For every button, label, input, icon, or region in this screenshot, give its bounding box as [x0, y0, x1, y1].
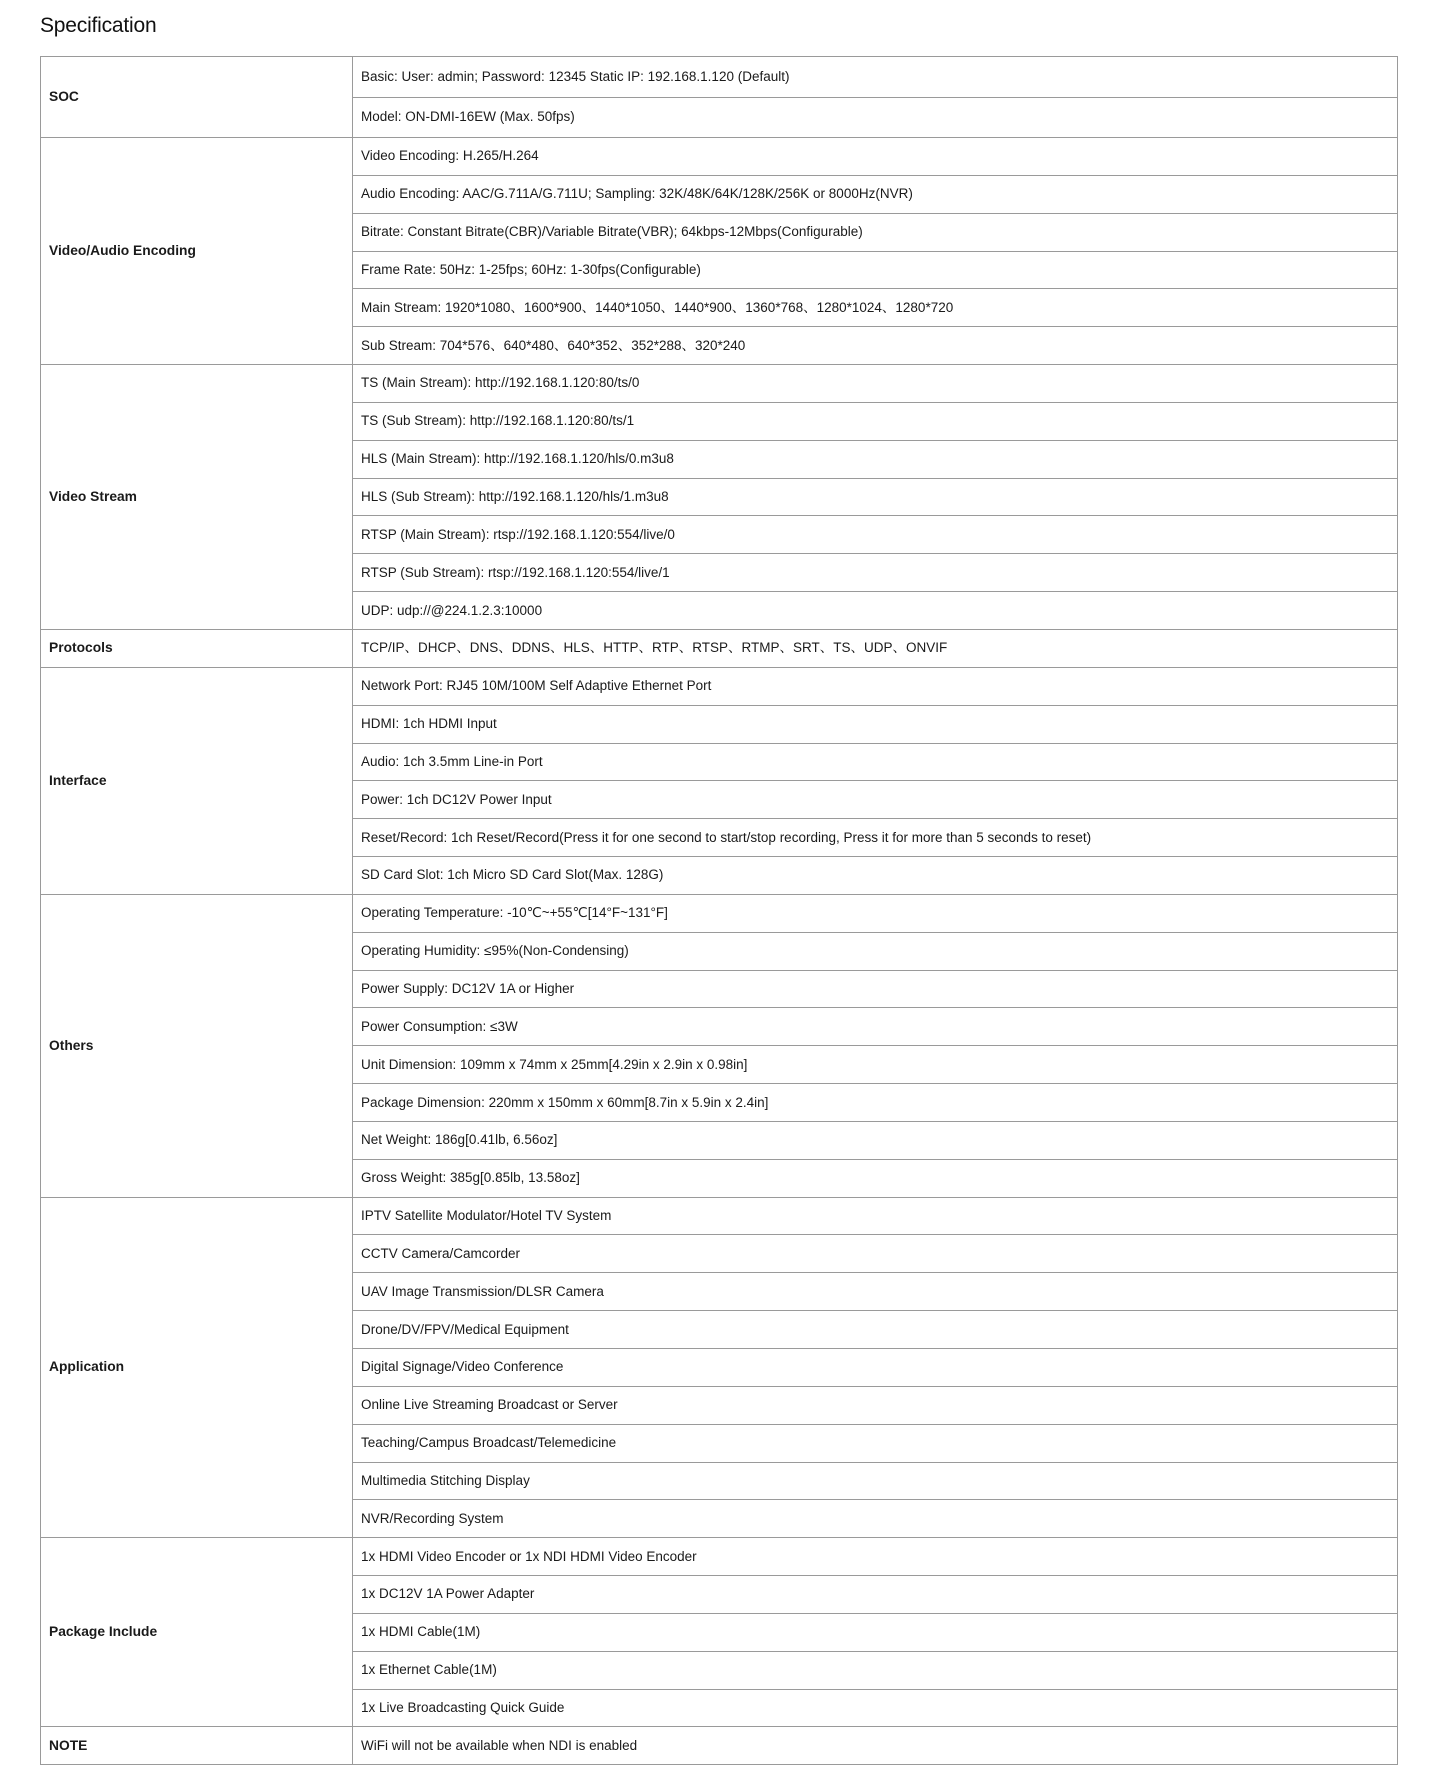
spec-row: [41, 365, 1398, 403]
spec-item-value: Drone/DV/FPV/Medical Equipment: [353, 1311, 1398, 1349]
spec-row: [41, 1538, 1398, 1576]
spec-item-value: IPTV Satellite Modulator/Hotel TV System: [353, 1197, 1398, 1235]
spec-item-value: RTSP (Main Stream): rtsp://192.168.1.120:554/live/0: [353, 516, 1398, 554]
spec-item-value: 1x Ethernet Cable(1M): [353, 1651, 1398, 1689]
spec-category-label: Others: [41, 894, 353, 1197]
spec-item-value: UDP: udp://@224.1.2.3:10000: [353, 592, 1398, 630]
spec-row: [41, 667, 1398, 705]
spec-category-label: Interface: [41, 667, 353, 894]
spec-item-value: Gross Weight: 385g[0.85lb, 13.58oz]: [353, 1159, 1398, 1197]
spec-item-value: Video Encoding: H.265/H.264: [353, 138, 1398, 176]
spec-category-label: NOTE: [41, 1727, 353, 1765]
spec-item-value: Digital Signage/Video Conference: [353, 1349, 1398, 1387]
spec-item-value: Basic: User: admin; Password: 12345 Static IP: 192.168.1.120 (Default): [353, 57, 1398, 98]
spec-item-value: 1x HDMI Cable(1M): [353, 1613, 1398, 1651]
spec-item-value: TCP/IP、DHCP、DNS、DDNS、HLS、HTTP、RTP、RTSP、RTMP、SRT、TS、UDP、ONVIF: [353, 629, 1398, 667]
spec-item-value: Frame Rate: 50Hz: 1-25fps; 60Hz: 1-30fps(Configurable): [353, 251, 1398, 289]
spec-item-value: 1x Live Broadcasting Quick Guide: [353, 1689, 1398, 1727]
spec-row: [41, 1197, 1398, 1235]
spec-item-value: Audio: 1ch 3.5mm Line-in Port: [353, 743, 1398, 781]
spec-item-value: TS (Main Stream): http://192.168.1.120:80/ts/0: [353, 365, 1398, 403]
spec-category-label: Application: [41, 1197, 353, 1538]
spec-item-value: Multimedia Stitching Display: [353, 1462, 1398, 1500]
spec-row: [41, 57, 1398, 98]
spec-item-value: Power Supply: DC12V 1A or Higher: [353, 970, 1398, 1008]
spec-item-value: Online Live Streaming Broadcast or Server: [353, 1386, 1398, 1424]
spec-item-value: Network Port: RJ45 10M/100M Self Adaptive Ethernet Port: [353, 667, 1398, 705]
spec-item-value: Net Weight: 186g[0.41lb, 6.56oz]: [353, 1121, 1398, 1159]
spec-row: [41, 894, 1398, 932]
spec-item-value: Power: 1ch DC12V Power Input: [353, 781, 1398, 819]
spec-item-value: 1x DC12V 1A Power Adapter: [353, 1576, 1398, 1614]
spec-item-value: RTSP (Sub Stream): rtsp://192.168.1.120:554/live/1: [353, 554, 1398, 592]
spec-item-value: Sub Stream: 704*576、640*480、640*352、352*288、320*240: [353, 327, 1398, 365]
spec-category-label: Video Stream: [41, 365, 353, 630]
spec-category-label: SOC: [41, 57, 353, 138]
spec-row: [41, 138, 1398, 176]
spec-item-value: NVR/Recording System: [353, 1500, 1398, 1538]
spec-item-value: UAV Image Transmission/DLSR Camera: [353, 1273, 1398, 1311]
specification-table: [40, 56, 1398, 1765]
spec-row: [41, 1727, 1398, 1765]
spec-item-value: 1x HDMI Video Encoder or 1x NDI HDMI Video Encoder: [353, 1538, 1398, 1576]
spec-category-label: Package Include: [41, 1538, 353, 1727]
spec-category-label: Video/Audio Encoding: [41, 138, 353, 365]
spec-item-value: Model: ON-DMI-16EW (Max. 50fps): [353, 97, 1398, 138]
spec-item-value: WiFi will not be available when NDI is enabled: [353, 1727, 1398, 1765]
spec-item-value: HDMI: 1ch HDMI Input: [353, 705, 1398, 743]
spec-item-value: SD Card Slot: 1ch Micro SD Card Slot(Max. 128G): [353, 857, 1398, 895]
spec-item-value: Reset/Record: 1ch Reset/Record(Press it for one second to start/stop recording, Press it for more than 5 seconds to reset): [353, 819, 1398, 857]
spec-row: [41, 629, 1398, 667]
spec-item-value: HLS (Sub Stream): http://192.168.1.120/hls/1.m3u8: [353, 478, 1398, 516]
spec-item-value: Bitrate: Constant Bitrate(CBR)/Variable Bitrate(VBR); 64kbps-12Mbps(Configurable): [353, 213, 1398, 251]
spec-item-value: Unit Dimension: 109mm x 74mm x 25mm[4.29in x 2.9in x 0.98in]: [353, 1046, 1398, 1084]
spec-item-value: Power Consumption: ≤3W: [353, 1008, 1398, 1046]
spec-category-label: Protocols: [41, 629, 353, 667]
specification-table-body: [41, 57, 1398, 1765]
spec-item-value: Main Stream: 1920*1080、1600*900、1440*1050、1440*900、1360*768、1280*1024、1280*720: [353, 289, 1398, 327]
spec-item-value: Teaching/Campus Broadcast/Telemedicine: [353, 1424, 1398, 1462]
spec-item-value: Audio Encoding: AAC/G.711A/G.711U; Sampling: 32K/48K/64K/128K/256K or 8000Hz(NVR): [353, 175, 1398, 213]
spec-item-value: HLS (Main Stream): http://192.168.1.120/hls/0.m3u8: [353, 440, 1398, 478]
page-title: Specification: [40, 14, 157, 37]
spec-item-value: Package Dimension: 220mm x 150mm x 60mm[8.7in x 5.9in x 2.4in]: [353, 1084, 1398, 1122]
spec-item-value: CCTV Camera/Camcorder: [353, 1235, 1398, 1273]
spec-item-value: Operating Humidity: ≤95%(Non-Condensing): [353, 932, 1398, 970]
spec-item-value: Operating Temperature: -10℃~+55℃[14°F~131°F]: [353, 894, 1398, 932]
spec-item-value: TS (Sub Stream): http://192.168.1.120:80/ts/1: [353, 402, 1398, 440]
